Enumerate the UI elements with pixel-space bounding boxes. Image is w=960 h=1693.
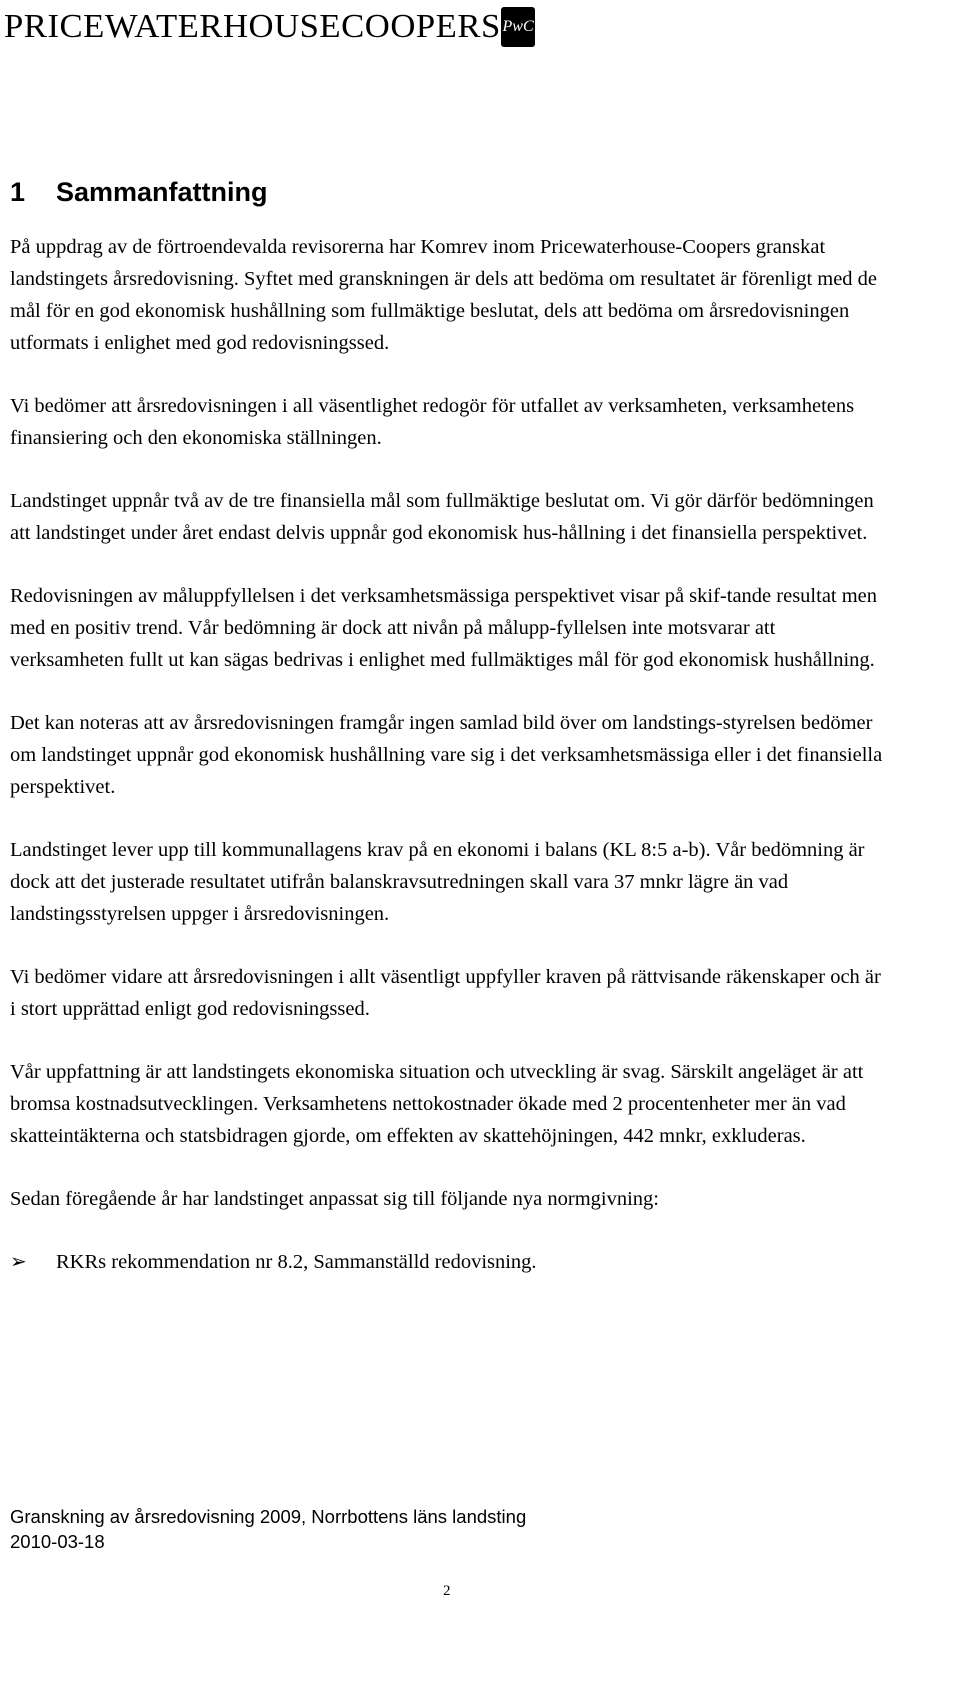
section-number: 1 (10, 177, 26, 207)
paragraph: Det kan noteras att av årsredovisningen framgår ingen samlad bild över om landstings-styrelsen bedömer om landstinget uppnår god ekonomisk hushållning vare sig i det verksamhetsmässiga eller i det finansiella perspektivet. (10, 712, 883, 798)
footer-date: 2010-03-18 (10, 1531, 105, 1552)
paragraph: Sedan föregående år har landstinget anpassat sig till följande nya normgivning: (10, 1188, 659, 1210)
paragraph: Landstinget lever upp till kommunallagens krav på en ekonomi i balans (KL 8:5 a-b). Vår bedömning är dock att det justerade resultatet utifrån balanskravsutredningen skall vara 37 mnkr lägre än vad landstingsstyrelsen uppger i årsredovisningen. (10, 839, 865, 925)
paragraph: Vi bedömer att årsredovisningen i all väsentlighet redogör för utfallet av verksamheten, verksamhetens finansiering och den ekonomiska ställningen. (10, 395, 855, 449)
logo-text: PRICEWATERHOUSECOOPERS (4, 8, 501, 45)
paragraph: Landstinget uppnår två av de tre finansiella mål som fullmäktige beslutat om. Vi gör därför bedömningen att landstinget under året endast delvis uppnår god ekonomisk hus-hållning i det finansiella perspektivet. (10, 490, 874, 544)
paragraph: Vi bedömer vidare att årsredovisningen i allt väsentligt uppfyller kraven på rättvisande räkenskaper och är i stort upprättad enligt god redovisningssed. (10, 966, 881, 1020)
paragraph: Vår uppfattning är att landstingets ekonomiska situation och utveckling är svag. Särskilt angeläget är att bromsa kostnadsutvecklingen. Verksamhetens nettokostnader ökade med 2 procentenheter mer än vad skatteintäkterna och statsbidragen gjorde, om effekten av skattehöjningen, 442 mnkr, exkluderas. (10, 1061, 864, 1147)
page-footer (10, 1504, 526, 1554)
arrowhead-bullet-icon: ➢ (10, 1251, 27, 1273)
paragraph: På uppdrag av de förtroendevalda revisorerna har Komrev inom Pricewaterhouse-Coopers granskat landstingets årsredovisning. Syftet med granskningen är dels att bedöma om resultatet är förenligt med de mål för en god ekonomisk hushållning som fullmäktige beslutat, dels att bedöma om årsredovisningen utformats i enlighet med god redovisningssed. (10, 236, 878, 354)
page-number: 2 (443, 1583, 451, 1599)
bullet-text: RKRs rekommendation nr 8.2, Sammanställd redovisning. (56, 1251, 537, 1273)
paragraph: Redovisningen av måluppfyllelsen i det verksamhetsmässiga perspektivet visar på skif-tande resultat men med en positiv trend. Vår bedömning är dock att nivån på målupp-fyllelsen inte motsvarar att verksamheten fullt ut kan sägas bedrivas i enlighet med fullmäktiges mål för god ekonomisk hushållning. (10, 585, 878, 671)
section-title: Sammanfattning (56, 177, 268, 207)
company-logo (4, 4, 535, 50)
pwc-logo-icon: PwC (501, 7, 535, 47)
document-body (10, 231, 890, 1278)
footer-title: Granskning av årsredovisning 2009, Norrbottens läns landsting (10, 1506, 527, 1527)
section-heading (10, 172, 268, 212)
bullet-list-item (10, 1246, 890, 1278)
